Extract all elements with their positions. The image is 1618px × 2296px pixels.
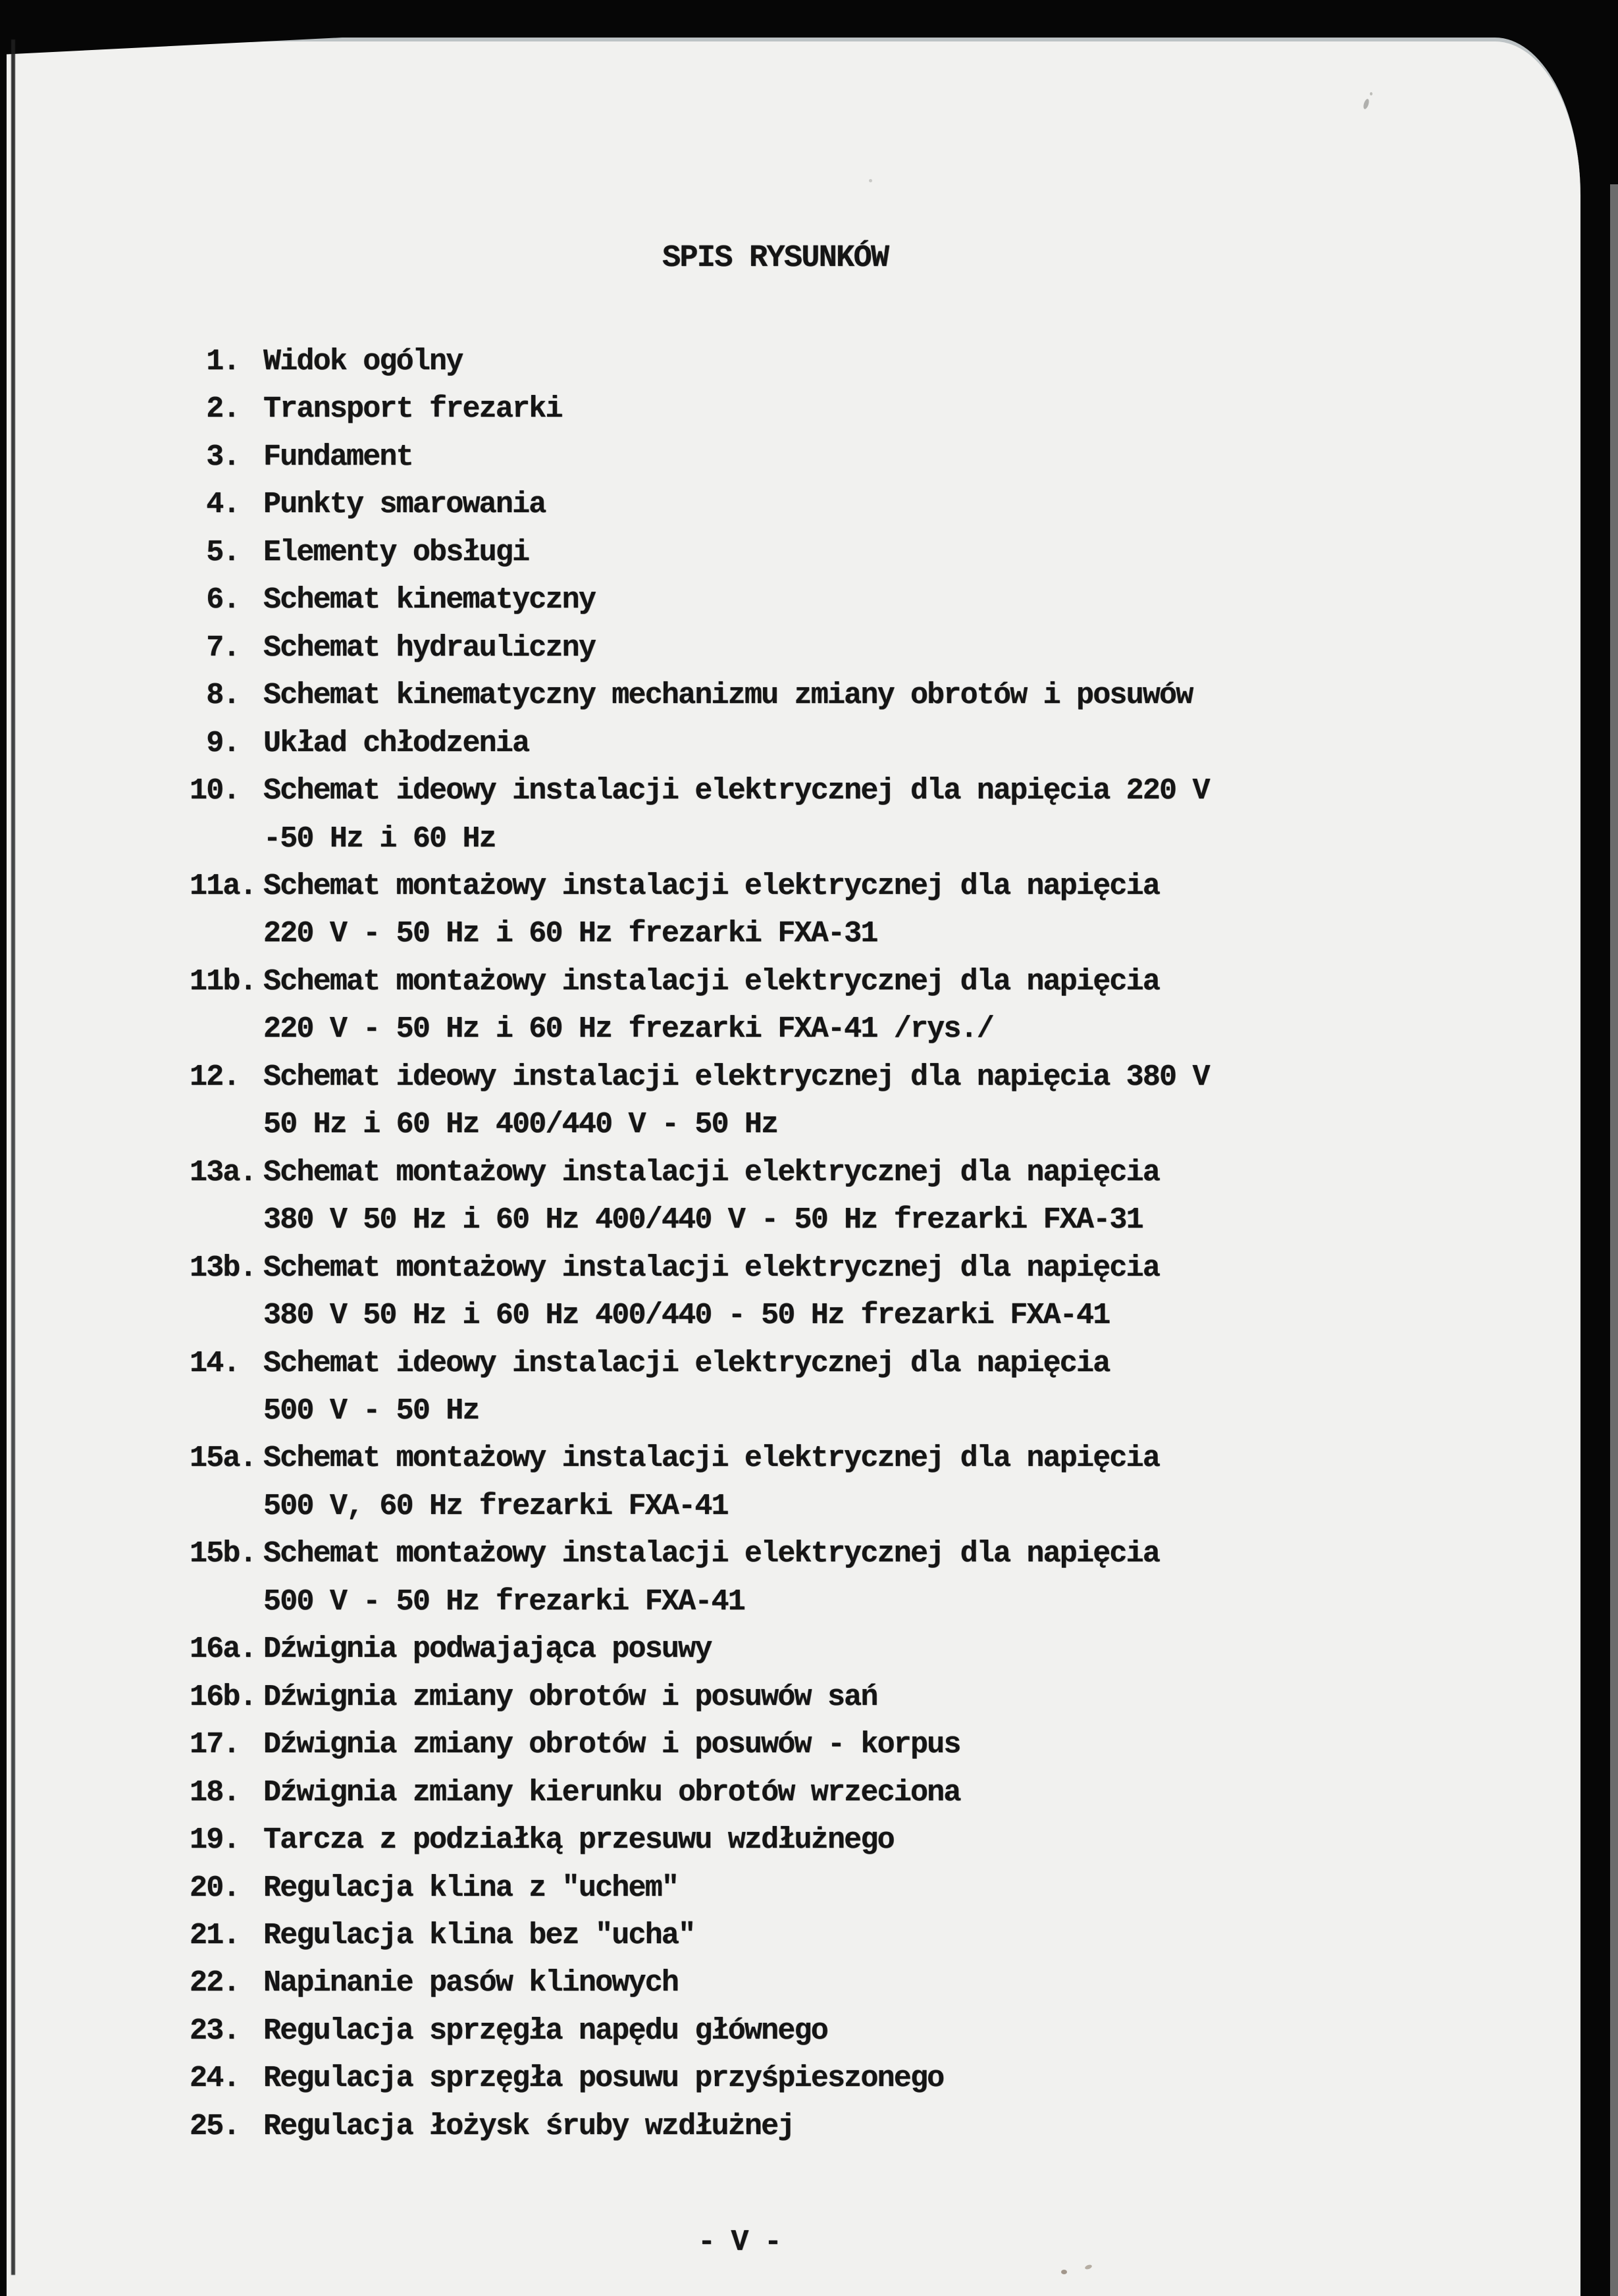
figure-number: 6. <box>190 583 240 617</box>
figure-number: 19. <box>190 1823 240 1858</box>
page-title: SPIS RYSUNKÓW <box>662 241 889 276</box>
figure-list-row <box>190 481 1374 529</box>
figure-title: 220 V - 50 Hz i 60 Hz frezarki FXA-41 /rys./ <box>263 1012 993 1047</box>
figure-number: 17. <box>190 1728 240 1762</box>
figure-list-row-continuation <box>190 1483 1374 1530</box>
figure-title: Dźwignia zmiany obrotów i posuwów - korpus <box>263 1728 960 1762</box>
figure-list-row-continuation <box>190 910 1374 958</box>
figure-title: Schemat montażowy instalacji elektrycznej dla napięcia <box>263 869 1160 903</box>
figure-title: Regulacja łożysk śruby wzdłużnej <box>263 2109 795 2143</box>
figure-list-row <box>190 958 1374 1006</box>
figure-title: 500 V - 50 Hz frezarki FXA-41 <box>263 1584 744 1619</box>
figure-number: 7. <box>190 631 240 665</box>
figure-list-row <box>190 1912 1374 1960</box>
figure-title: 220 V - 50 Hz i 60 Hz frezarki FXA-31 <box>263 917 877 951</box>
figure-number: 13a. <box>190 1155 256 1189</box>
figure-list-row <box>190 2103 1374 2151</box>
figure-list-row <box>190 2008 1374 2055</box>
figure-title: Schemat montażowy instalacji elektrycznej dla napięcia <box>263 1537 1160 1571</box>
figure-title: Schemat hydrauliczny <box>263 631 596 665</box>
figure-list-row <box>190 1149 1374 1197</box>
figure-number <box>190 1006 263 1053</box>
figure-number <box>190 1292 263 1340</box>
figure-number: 8. <box>190 679 240 713</box>
figure-number: 16a. <box>190 1632 256 1667</box>
figure-list-row <box>190 625 1374 672</box>
figure-number: 13b. <box>190 1251 256 1285</box>
figure-number: 9. <box>190 726 240 760</box>
figure-list-row-continuation <box>190 816 1374 863</box>
figure-list-row <box>190 1626 1374 1673</box>
figure-list-row-continuation <box>190 1292 1374 1340</box>
figure-title: 500 V, 60 Hz frezarki FXA-41 <box>263 1489 728 1523</box>
figure-list-row <box>190 863 1374 910</box>
figure-list <box>190 338 1374 2151</box>
figure-list-row <box>190 577 1374 624</box>
figure-number: 11a. <box>190 869 256 903</box>
figure-number <box>190 1388 263 1435</box>
figure-title: Fundament <box>263 440 413 474</box>
figure-title: Dźwignia zmiany obrotów i posuwów sań <box>263 1680 877 1714</box>
figure-list-row <box>190 1530 1374 1578</box>
figure-number <box>190 910 263 958</box>
figure-number: 15a. <box>190 1442 256 1476</box>
figure-list-row <box>190 1054 1374 1101</box>
document-page <box>7 38 1580 2296</box>
figure-number: 20. <box>190 1871 240 1905</box>
figure-number: 1. <box>190 345 240 378</box>
figure-number: 18. <box>190 1775 240 1810</box>
figure-title: -50 Hz i 60 Hz <box>263 822 496 856</box>
figure-title: Punkty smarowania <box>263 488 546 522</box>
figure-number <box>190 816 263 863</box>
figure-title: Regulacja sprzęgła posuwu przyśpieszonego <box>263 2062 944 2096</box>
scan-speck <box>869 179 872 182</box>
figure-title: Schemat montażowy instalacji elektrycznej dla napięcia <box>263 1155 1160 1189</box>
figure-list-row <box>190 1435 1374 1482</box>
figure-title: Schemat ideowy instalacji elektrycznej dla napięcia <box>263 1346 1110 1380</box>
figure-number <box>190 1483 263 1530</box>
figure-number: 21. <box>190 1918 240 1952</box>
figure-number: 24. <box>190 2062 240 2096</box>
figure-list-row-continuation <box>190 1578 1374 1626</box>
figure-number: 15b. <box>190 1537 256 1571</box>
figure-title: 50 Hz i 60 Hz 400/440 V - 50 Hz <box>263 1108 778 1142</box>
figure-list-row <box>190 1960 1374 2007</box>
figure-list-row-continuation <box>190 1006 1374 1053</box>
figure-title: 380 V 50 Hz i 60 Hz 400/440 - 50 Hz frezarki FXA-41 <box>263 1299 1110 1333</box>
figure-title: Regulacja klina z "uchem" <box>263 1871 679 1905</box>
figure-title: Transport frezarki <box>263 392 562 427</box>
figure-title: Schemat kinematyczny <box>263 583 596 617</box>
figure-title: Schemat montażowy instalacji elektrycznej dla napięcia <box>263 964 1160 999</box>
figure-number: 12. <box>190 1060 240 1094</box>
page-number: - V - <box>698 2226 781 2259</box>
figure-title: Widok ogólny <box>263 345 463 378</box>
figure-title: Regulacja klina bez "ucha" <box>263 1918 695 1952</box>
figure-list-row <box>190 434 1374 481</box>
figure-list-row <box>190 1721 1374 1769</box>
figure-title: Dźwignia zmiany kierunku obrotów wrzeciona <box>263 1775 960 1810</box>
figure-list-row-continuation <box>190 1197 1374 1244</box>
figure-number: 22. <box>190 1966 240 2000</box>
figure-title: Schemat ideowy instalacji elektrycznej dla napięcia 220 V <box>263 774 1209 808</box>
figure-number: 2. <box>190 392 240 427</box>
book-spine-line <box>11 39 15 2275</box>
figure-title: Schemat ideowy instalacji elektrycznej dla napięcia 380 V <box>263 1060 1209 1094</box>
figure-list-row <box>190 1245 1374 1292</box>
figure-list-row <box>190 1865 1374 1912</box>
figure-number: 23. <box>190 2014 240 2048</box>
figure-number: 25. <box>190 2109 240 2143</box>
figure-list-row <box>190 338 1374 386</box>
figure-number: 14. <box>190 1346 240 1380</box>
figure-title: Regulacja sprzęgła napędu głównego <box>263 2014 827 2048</box>
figure-title: Napinanie pasów klinowych <box>263 1966 679 2000</box>
figure-number: 10. <box>190 774 240 808</box>
figure-title: Schemat kinematyczny mechanizmu zmiany obrotów i posuwów <box>263 679 1193 713</box>
figure-list-row-continuation <box>190 1388 1374 1435</box>
scan-speck <box>1061 2270 1067 2274</box>
figure-number <box>190 1578 263 1626</box>
figure-title: Tarcza z podziałką przesuwu wzdłużnego <box>263 1823 894 1858</box>
figure-number <box>190 1197 263 1244</box>
figure-list-row <box>190 768 1374 815</box>
figure-title: Układ chłodzenia <box>263 726 529 760</box>
figure-list-row-continuation <box>190 1101 1374 1149</box>
figure-number: 16b. <box>190 1680 256 1714</box>
figure-list-row <box>190 386 1374 433</box>
figure-list-row <box>190 1340 1374 1388</box>
figure-list-row <box>190 1817 1374 1864</box>
figure-list-row <box>190 2055 1374 2102</box>
figure-number: 4. <box>190 488 240 522</box>
figure-list-row <box>190 1769 1374 1817</box>
scan-speck <box>1370 92 1372 95</box>
figure-number: 5. <box>190 535 240 569</box>
figure-title: Schemat montażowy instalacji elektrycznej dla napięcia <box>263 1251 1160 1285</box>
figure-list-row <box>190 672 1374 719</box>
scan-edge-sliver <box>1610 184 1618 2296</box>
figure-number <box>190 1101 263 1149</box>
figure-title: 380 V 50 Hz i 60 Hz 400/440 V - 50 Hz frezarki FXA-31 <box>263 1203 1143 1238</box>
figure-number: 11b. <box>190 964 256 999</box>
figure-list-row <box>190 529 1374 577</box>
figure-list-row <box>190 720 1374 768</box>
figure-title: Elementy obsługi <box>263 535 529 569</box>
figure-title: 500 V - 50 Hz <box>263 1394 479 1428</box>
figure-title: Dźwignia podwajająca posuwy <box>263 1632 712 1667</box>
figure-list-row <box>190 1674 1374 1721</box>
figure-number: 3. <box>190 440 240 474</box>
figure-title: Schemat montażowy instalacji elektrycznej dla napięcia <box>263 1442 1160 1476</box>
